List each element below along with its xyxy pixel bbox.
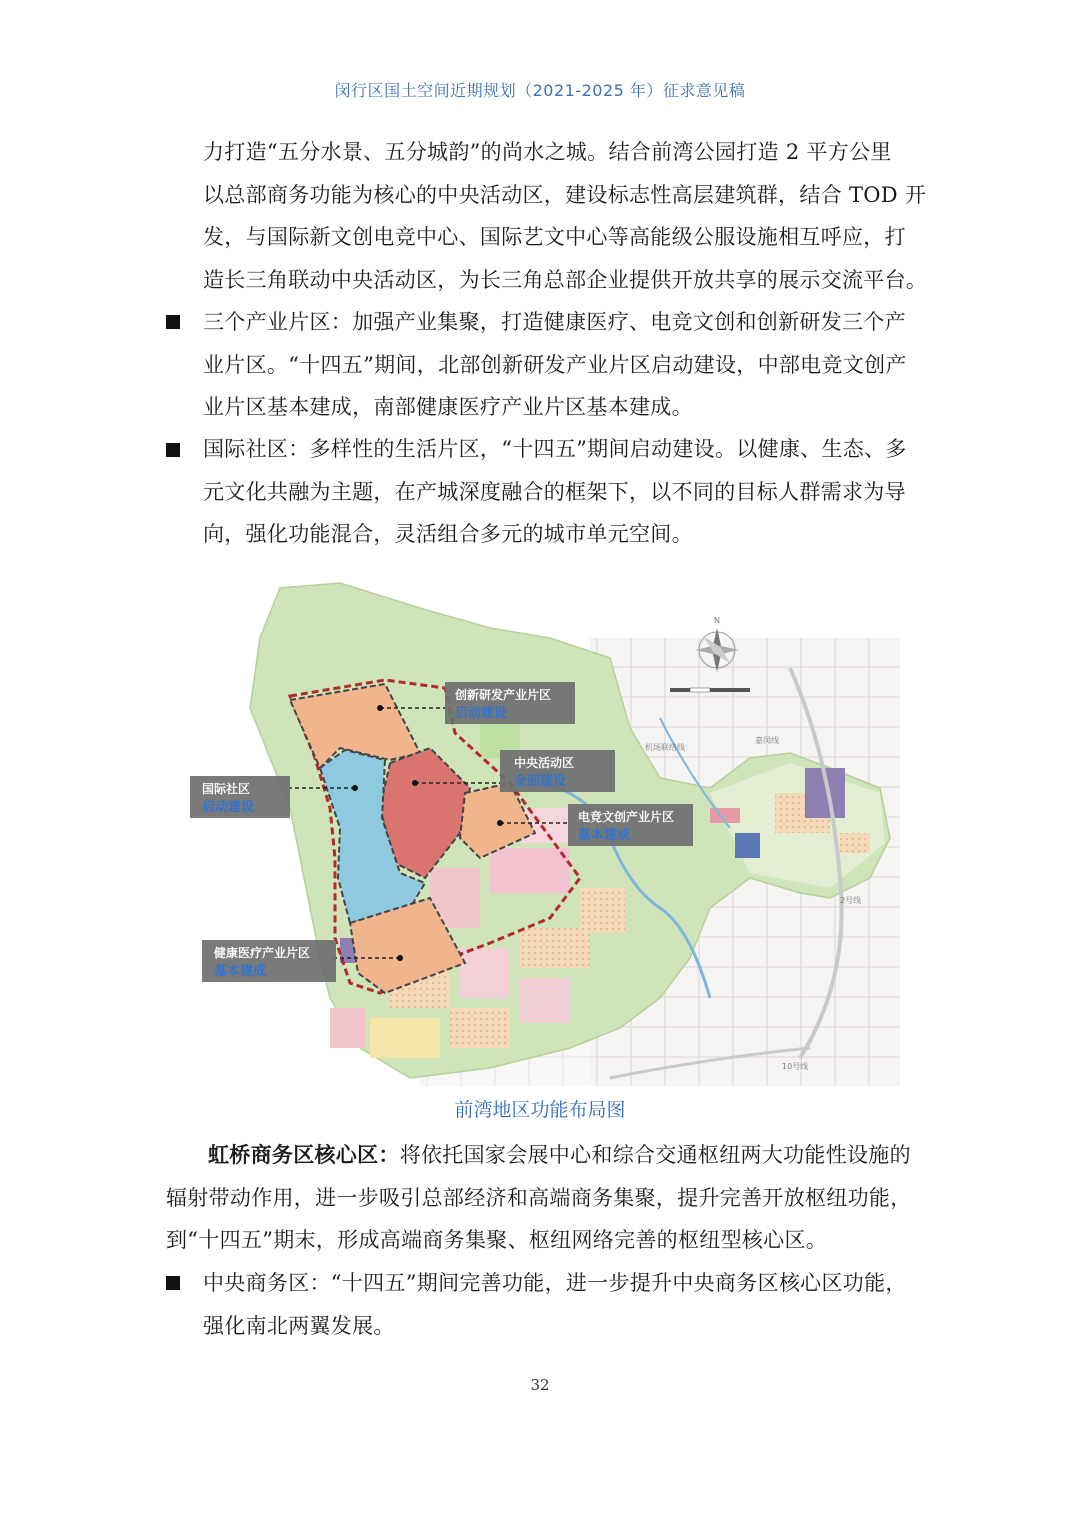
label-central-title: 中央活动区 xyxy=(514,756,575,770)
text-line: 业片区基本建成，南部健康医疗产业片区基本建成。 xyxy=(203,395,693,419)
text-line: 到“十四五”期末，形成高端商务集聚、枢纽网络完善的枢纽型核心区。 xyxy=(166,1228,828,1252)
label-central xyxy=(500,750,615,792)
text-line: 国际社区：多样性的生活片区，“十四五”期间启动建设。以健康、生态、多 xyxy=(203,437,907,461)
label-esports xyxy=(568,804,693,846)
text-line: 力打造“五分水景、五分城韵”的尚水之城。结合前湾公园打造 2 平方公里 xyxy=(203,140,892,164)
label-health-status: 基本建成 xyxy=(214,964,267,979)
compass-north-label: N xyxy=(714,616,720,625)
label-health xyxy=(202,940,336,982)
label-esports-status: 基本建成 xyxy=(578,828,631,843)
label-health-title: 健康医疗产业片区 xyxy=(214,946,311,960)
bullet-square-icon xyxy=(166,443,180,457)
figure-caption: 前湾地区功能布局图 xyxy=(454,1099,626,1121)
text-line: 以总部商务功能为核心的中央活动区，建设标志性高层建筑群，结合 TOD 开 xyxy=(203,182,927,207)
text-line: 元文化共融为主题，在产城深度融合的框架下，以不同的目标人群需求为导 xyxy=(203,479,906,504)
bullet-paragraph-industry xyxy=(203,301,907,429)
bullet-square-icon xyxy=(166,1276,180,1290)
label-innovation-title: 创新研发产业片区 xyxy=(455,688,552,702)
text-line xyxy=(166,1134,912,1177)
label-innovation-status: 启动建设 xyxy=(455,706,508,721)
label-international xyxy=(190,776,290,818)
label-central-status: 全面建设 xyxy=(514,774,567,789)
scale-bar xyxy=(670,688,750,692)
text-line: 业片区。“十四五”期间，北部创新研发产业片区启动建设，中部电竞文创产 xyxy=(203,352,907,377)
label-innovation xyxy=(445,682,575,724)
label-international-title: 国际社区 xyxy=(202,782,251,796)
label-international-status: 启动建设 xyxy=(202,800,255,815)
road-label: 嘉闵线 xyxy=(755,736,779,745)
page-header: 闵行区国土空间近期规划（2021-2025 年）征求意见稿 xyxy=(334,81,746,100)
paragraph-hongqiao xyxy=(166,1134,912,1262)
text-line: 中央商务区：“十四五”期间完善功能，进一步提升中央商务区核心区功能， xyxy=(203,1271,907,1295)
road-label: 2号线 xyxy=(840,896,862,905)
text-run: 将依托国家会展中心和综合交通枢纽两大功能性设施的 xyxy=(399,1143,911,1167)
bullet-square-icon xyxy=(166,315,180,329)
text-line: 向，强化功能混合，灵活组合多元的城市单元空间。 xyxy=(203,522,693,546)
text-line: 造长三角联动中央活动区，为长三角总部企业提供开放共享的展示交流平台。 xyxy=(203,267,928,292)
road-label: 10号线 xyxy=(782,1062,809,1071)
function-layout-map xyxy=(190,578,900,1086)
text-line: 辐射带动作用，进一步吸引总部经济和高端商务集聚，提升完善开放枢纽功能， xyxy=(166,1185,912,1210)
text-line: 发，与国际新文创电竞中心、国际艺文中心等高能级公服设施相互呼应，打 xyxy=(203,225,906,249)
bullet-paragraph-cbd xyxy=(203,1262,907,1347)
text-line: 强化南北两翼发展。 xyxy=(203,1313,395,1338)
road-label: 机场联络线 xyxy=(645,743,685,752)
label-esports-title: 电竞文创产业片区 xyxy=(578,810,675,824)
bullet-paragraph-community xyxy=(203,428,907,556)
page-number: 32 xyxy=(530,1376,550,1394)
text-line: 三个产业片区：加强产业集聚，打造健康医疗、电竞文创和创新研发三个产 xyxy=(203,310,906,334)
bold-lead: 虹桥商务区核心区： xyxy=(208,1142,400,1167)
paragraph-1 xyxy=(203,131,927,301)
